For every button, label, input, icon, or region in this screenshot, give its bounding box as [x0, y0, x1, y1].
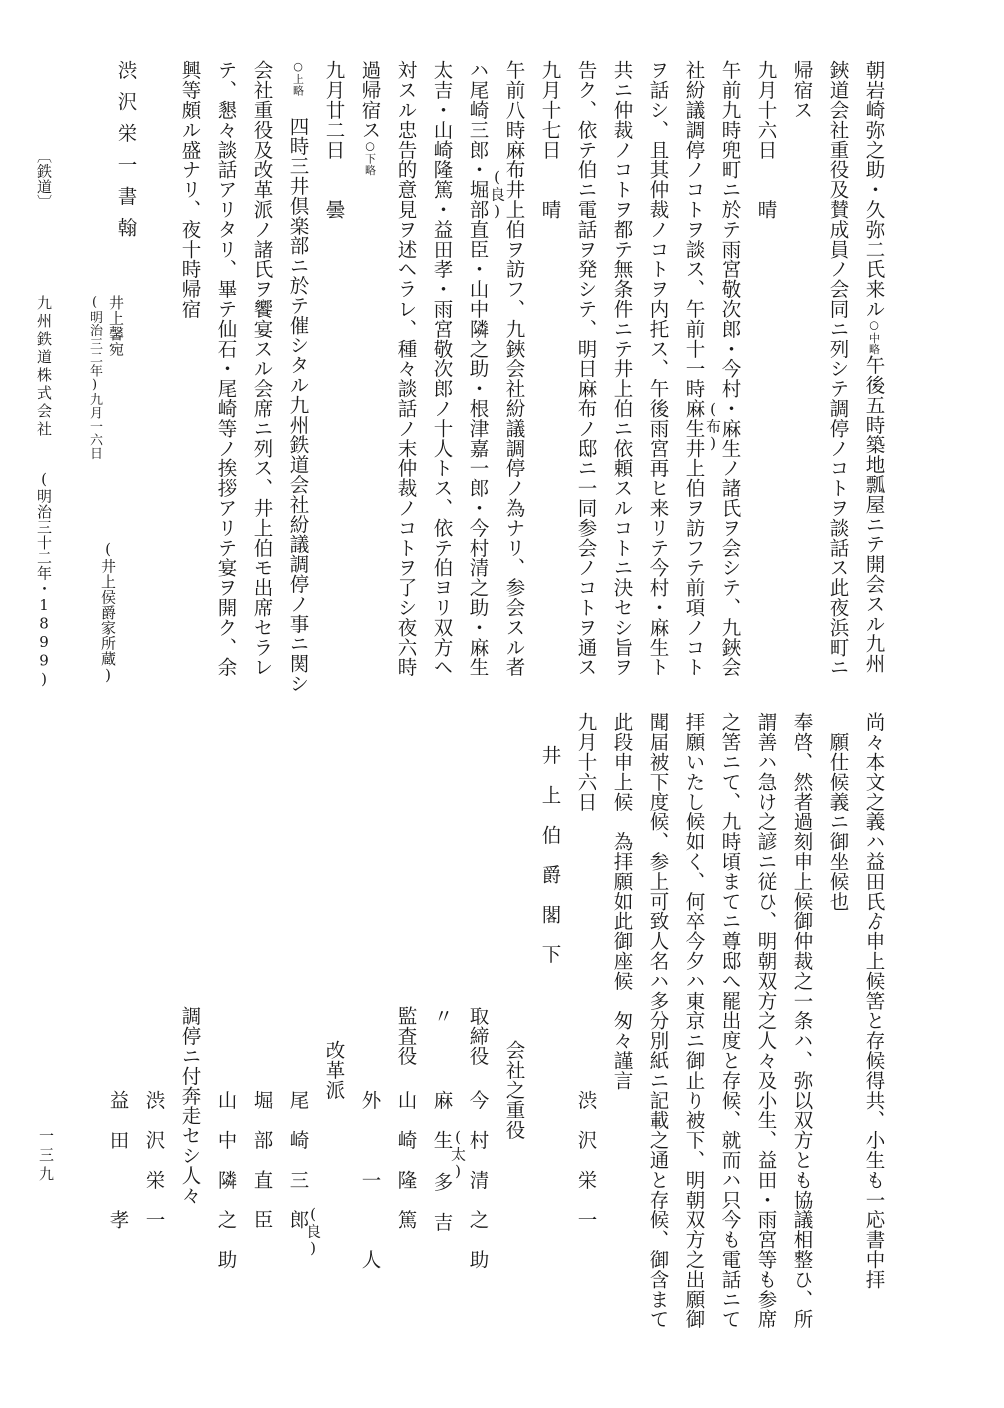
attendee-name: 山 崎 隆 篤 [394, 1090, 418, 1230]
signature: 渋 沢 栄 一 [574, 1090, 598, 1230]
text-line: 鋏道会社重役及賛成員ノ会同ニ列シテ調停ノコトヲ談話ス此夜浜町ニ [826, 60, 850, 677]
addressee: 井 上 伯 爵 閣 下 [538, 745, 562, 964]
mediators-heading: 調停ニ付奔走セシ人々 [178, 1006, 202, 1205]
text-span: 朝岩崎弥之助・久弥二氏来ル [862, 60, 886, 319]
correction-mark: (太) [449, 1128, 467, 1181]
text-line: ハ尾崎三郎・堀部直臣・山中隣之助・根津嘉一郎・今村清之助・麻生 [466, 60, 490, 677]
correction-mark: (布) [704, 400, 722, 453]
company-name: 九州鉄道株式会社 [35, 295, 53, 439]
text-span: 四時三井倶楽部ニ於テ催シタル九州鉄道会社紛議調停ノ事ニ関シ [286, 96, 310, 694]
letter-line: 謂善ハ急け之諺ニ従ひ、明朝双方之人々及小生、益田・雨宮等も参席 [754, 712, 778, 1329]
text-line: 会社重役及改革派ノ諸氏ヲ饗宴スル会席ニ列ス、井上伯モ出席セラレ [250, 60, 274, 677]
text-line: 対スル忠告的意見ヲ述ヘラレ、種々談話ノ末仲裁ノコトヲ了シ夜六時 [394, 60, 418, 677]
role-label: 取締役 [466, 1006, 490, 1066]
recipient: 井上馨宛 [107, 295, 125, 357]
section-label: 〔鉄道〕 [35, 148, 53, 210]
attendee-name: 外 一 人 [358, 1090, 382, 1270]
reform-heading: 改革派 [322, 1040, 346, 1100]
letter-line: 聞届被下度候、参上可致人名ハ多分別紙ニ記載之通と存候、御含まて [646, 712, 670, 1329]
attendee-name: 多 吉 [430, 1172, 454, 1232]
attendee-name: 渋 沢 栄 一 [142, 1090, 166, 1230]
attendee-name: 今 村 清 之 助 [466, 1090, 490, 1270]
text-line [864, 60, 884, 673]
text-line: 興等頗ル盛ナリ、夜十時帰宿 [178, 60, 202, 319]
text-span: 過帰宿ス [358, 60, 382, 140]
text-line: ヲ話シ、且其仲裁ノコトヲ内托ス、午後雨宮再ヒ来リテ今村・麻生ト [646, 60, 670, 677]
text-line: 太吉・山崎隆篤・益田孝・雨宮敬次郎ノ十人トス、依テ伯ヨリ双方ヘ [430, 60, 454, 677]
letter-line: 尚々本文之義ハ益田氏ゟ申上候筈と存候得共、小生も一応書中拝 [862, 712, 886, 1290]
letter-line: 奉啓、然者過刻申上候御仲裁之一条ハ、弥以双方とも協議相整ひ、所 [790, 712, 814, 1329]
text-line: 共ニ仲裁ノコトヲ都テ無条件ニテ井上伯ニ依頼スルコトニ決セシ旨ヲ [610, 60, 634, 677]
role-label: 監査役 [394, 1006, 418, 1066]
text-line: 告ク、依テ伯ニ電話ヲ発シテ、明日麻布ノ邸ニ一同参会ノコトヲ通ス [574, 60, 598, 677]
elision-note: ○上略 [291, 60, 305, 97]
date-line: 九月十七日 晴 [538, 60, 562, 220]
text-line [360, 60, 380, 176]
text-line: 午前九時兜町ニ於テ雨宮敬次郎・今村・麻生ノ諸氏ヲ会シテ、九鋏会 [718, 60, 742, 677]
letter-date: 九月十六日 [574, 712, 598, 812]
correction-mark: (良) [304, 1205, 322, 1258]
letter-heading: 渋沢栄一書翰 [114, 60, 138, 249]
role-label: 〃 [430, 1006, 454, 1026]
letter-line: 拝願いたし候如く、何卒今夕ハ東京ニ御止り被下、明朝双方之出願御 [682, 712, 706, 1329]
text-line: 帰宿ス [790, 60, 814, 120]
text-line: 午前八時麻布井上伯ヲ訪フ、九鋏会社紛議調停ノ為ナリ、参会スル者 [502, 60, 526, 677]
archive-source: (井上侯爵家所蔵) [99, 540, 117, 685]
letter-line: 此段申上候 為拝願如此御座候 匆々謹言 [610, 712, 634, 1091]
attendee-name: 麻 生 [430, 1090, 454, 1150]
attendee-name: 益 田 孝 [106, 1090, 130, 1230]
year-label: (明治三十二年・1899) [35, 470, 53, 689]
date-line: 九月廿二日 曇 [322, 60, 346, 220]
page-number: 一三九 [37, 1128, 55, 1185]
text-line [288, 60, 308, 693]
elision-note: ○中略 [867, 318, 881, 355]
recipient-date: (明治三二年)九月一六日 [87, 295, 102, 460]
elision-note: ○下略 [363, 139, 377, 176]
attendee-name: 山 中 隣 之 助 [214, 1090, 238, 1270]
letter-line: 願仕候義ニ御坐候也 [826, 712, 850, 911]
text-line: テ、懇々談話アリタリ、畢テ仙石・尾崎等ノ挨拶アリテ宴ヲ開ク、余 [214, 60, 238, 677]
text-span: 午後五時築地瓢屋ニテ開会スル九州 [862, 354, 886, 674]
correction-mark: (良) [488, 168, 506, 221]
text-line: 社紛議調停ノコトヲ談ス、午前十一時麻生井上伯ヲ訪フテ前項ノコト [682, 60, 706, 677]
letter-line: 之筈ニて、九時頃まてニ尊邸へ罷出度と存候、就而ハ只今も電話ニて [718, 712, 742, 1329]
company-heading: 会社之重役 [502, 1040, 526, 1140]
date-line: 九月十六日 晴 [754, 60, 778, 220]
attendee-name: 尾 崎 三 郎 [286, 1090, 310, 1230]
attendee-name: 堀 部 直 臣 [250, 1090, 274, 1230]
